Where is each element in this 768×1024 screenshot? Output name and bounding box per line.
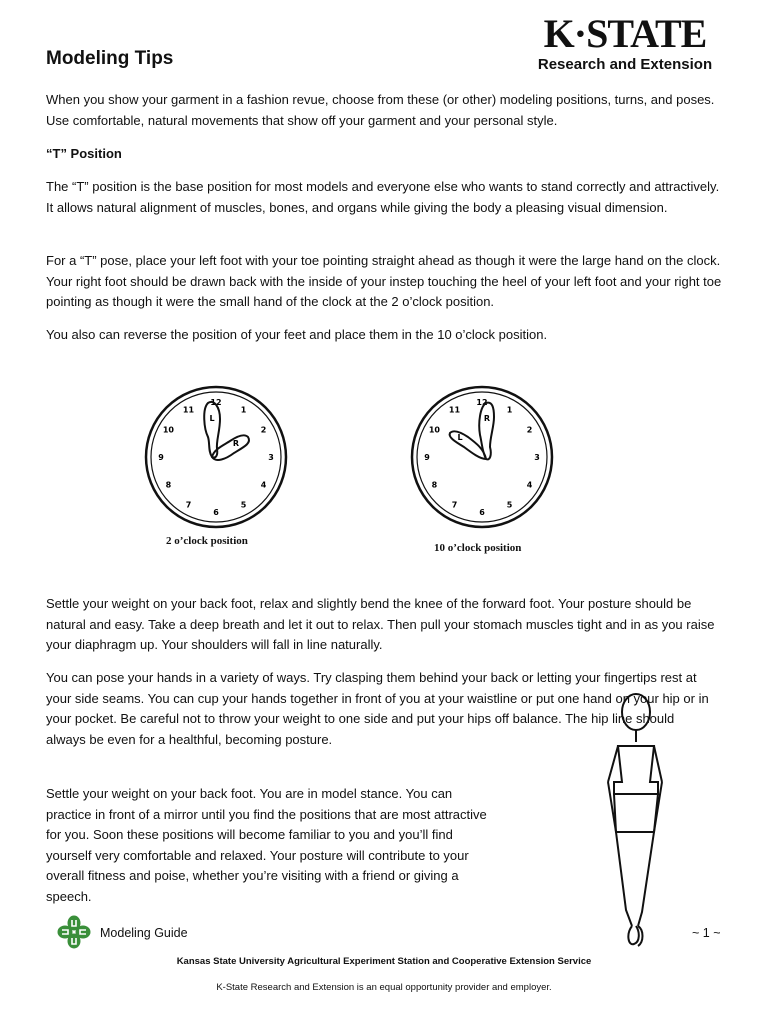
clock-10-oclock-figure [408, 383, 556, 531]
four-h-clover-icon [56, 914, 92, 950]
section-heading: “T” Position [46, 146, 122, 161]
clock-numeral: 12 [210, 398, 222, 407]
foot-label-left-2: L [457, 433, 463, 442]
clock-numeral: 8 [431, 480, 438, 490]
clock-numeral: 4 [260, 480, 267, 490]
clock-numeral: 12 [476, 398, 488, 407]
clock1-caption: 2 o’clock position [166, 535, 248, 547]
logo-subtitle: Research and Extension [537, 56, 713, 73]
clock-numeral: 2 [526, 425, 533, 435]
paragraph-posture: Settle your weight on your back foot, relax and slightly bend the knee of the forward foot. Your posture should be natural and easy. Take a deep breath and let it out to relax. Then pull your stomach muscles tight and in as you raise your diaphragm up. Your shoulders will fall in line naturally. [46, 596, 715, 652]
clock-numeral: 10 [428, 425, 440, 435]
foot-label-right-2: R [483, 414, 491, 423]
paragraph-hands-text: You can pose your hands in a variety of ways. Try clasping them behind your back or letting your fingertips rest at your side seams. You can cup your hands together in front of you at your waistline or put one hand on your hip or in your pocket. Be careful not to throw your weight to one side and put your hips off balance. The hip line should always be even for a healthful, becoming posture. [46, 670, 709, 747]
paragraph-model-stance: Settle your weight on your back foot. You are in model stance. You can practice in front of a mirror until you find the positions that are most attractive for you. Soon these positions will become familiar to you and you’ll find yourself very comfortable and relaxed. Your posture will contribute to your overall fitness and poise, whether you’re visiting with a friend or giving a speech. [46, 786, 487, 904]
clock-numeral: 1 [240, 405, 247, 415]
clock-numeral: 5 [240, 500, 247, 510]
clock-numeral: 3 [268, 453, 274, 462]
clock-numeral: 9 [424, 453, 430, 462]
clock-numeral: 11 [448, 405, 461, 415]
clock-numeral: 2 [260, 425, 267, 435]
model-stance-figure [596, 690, 676, 952]
paragraph-t-position: The “T” position is the base position for most models and everyone else who wants to stand correctly and attractively. It allows natural alignment of muscles, bones, and organs while giving the body a pleasing visual dimension. [46, 179, 720, 215]
foot-label-left: L [209, 414, 215, 423]
foot-label-right: R [232, 439, 240, 448]
clock2-caption: 10 o’clock position [434, 542, 522, 554]
clock-numeral: 7 [185, 500, 192, 510]
kstate-logo [530, 11, 720, 74]
clock-2-oclock-figure [142, 383, 290, 531]
clock-numeral: 8 [165, 480, 172, 490]
page-number: ~ 1 ~ [692, 926, 721, 940]
clock-numeral: 1 [506, 405, 513, 415]
clock-numeral: 7 [451, 500, 458, 510]
logo-name: K·STATE [543, 11, 707, 56]
clock-numeral: 11 [182, 405, 195, 415]
clock-numeral: 6 [479, 508, 485, 517]
clock-numeral: 10 [162, 425, 174, 435]
page-title: Modeling Tips [46, 48, 174, 69]
footer-guide-label: Modeling Guide [100, 926, 188, 940]
clock-numeral: 9 [158, 453, 164, 462]
clock-numeral: 3 [534, 453, 540, 462]
paragraph-t-pose: For a “T” pose, place your left foot with your toe pointing straight ahead as though it were the large hand on the clock. Your right foot should be drawn back with the inside of your instep touching the heel of your left foot and your right toe pointing as though it were the small hand of the clock at the 2 o’clock position. [46, 253, 722, 309]
footer-institution: Kansas State University Agricultural Experiment Station and Cooperative Extension Service [176, 956, 592, 967]
intro-paragraph: When you show your garment in a fashion revue, choose from these (or other) modeling positions, turns, and poses. Use comfortable, natural movements that show off your garment and your personal style. [46, 92, 715, 128]
clock-numeral: 4 [526, 480, 533, 490]
clock-numeral: 6 [213, 508, 219, 517]
footer-equal-opportunity: K-State Research and Extension is an equal opportunity provider and employer. [216, 982, 552, 993]
clock-numeral: 5 [506, 500, 513, 510]
paragraph-reverse: You also can reverse the position of your feet and place them in the 10 o’clock position. [46, 327, 548, 342]
